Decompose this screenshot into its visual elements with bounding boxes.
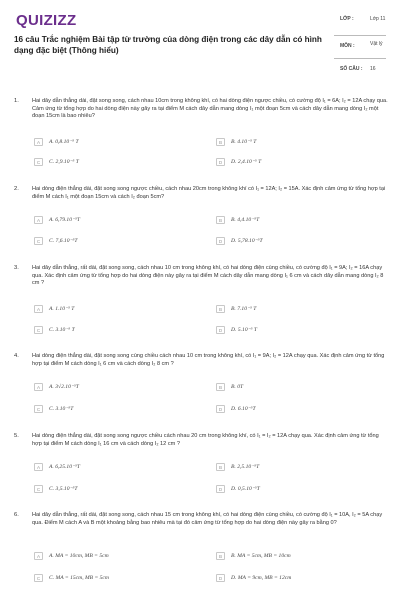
option-text: D. 5,78.10⁻⁵T [231,238,263,244]
question-number: 5. [14,433,19,439]
question-text: Hai dây dẫn thẳng, rất dài, đặt song song, cách nhau 10 cm trong không khí, có hai dòng điện cùng chiều, có cường độ I₁ = 9A; I₂ = 16A chạy qua. Xác định cảm ứng từ tổng hợp do hai dòng điện này gây ra tại điểm M cách dây dẫn mang dòng I₁ 6 cm và cách dây dẫn mang dòng I₂ 8 cm ? [32,265,384,287]
option-letter-box: A [34,305,43,313]
option-text: A. 6,79.10⁻⁵T [49,217,81,223]
option-text: B. 2,5.10⁻⁵T [231,464,260,470]
option-text: A. MA = 10cm, MB = 5cm [49,553,109,559]
option-text: C. 3.10⁻⁵T [49,406,74,412]
option-letter-box: D [216,485,225,493]
option-letter-box: D [216,326,225,334]
question-text: Hai dây dẫn thẳng, rất dài, đặt song song, cách nhau 15 cm trong không khí, có hai dòng điện cùng chiều, có cường độ I₁ = 10A, I₂ = 5A chạy qua. Điểm M cách A và B một khoảng bằng bao nhiêu mà tại đó cảm ứng từ tổng hợp do hai dòng điện này gây ra bằng 0? [32,512,383,526]
question-count-value: 16 [370,66,376,72]
option-a[interactable] [34,463,80,471]
option-a[interactable] [34,552,109,560]
option-letter-box: D [216,237,225,245]
option-a[interactable] [34,216,80,224]
option-letter-box: B [216,216,225,224]
option-a[interactable] [34,305,74,313]
question-text: Hai dây dẫn thẳng dài, đặt song song, cách nhau 10cm trong không khí, có hai dòng điện ngược chiều, có cường độ I₁ = 6A; I₂ = 12A chạy qua. Cảm ứng từ tổng hợp do hai dòng điện này gây ra tại điểm M cách dây dẫn mang dòng I₁ một đoạn 5cm và cách dây dẫn mang dòng I₂ một đoạn 15cm là bao nhiêu? [32,98,388,120]
option-d[interactable] [216,237,263,245]
subject-label: MÔN : [340,43,355,49]
question-number: 2. [14,186,19,192]
option-letter-box: B [216,552,225,560]
option-letter-box: C [34,237,43,245]
meta-divider [334,35,386,36]
class-label: LỚP : [340,16,354,22]
option-text: D. 2,4.10⁻⁵ T [231,159,262,165]
option-letter-box: B [216,463,225,471]
option-b[interactable] [216,216,259,224]
option-text: A. 0,8.10⁻⁵ T [49,139,79,145]
option-c[interactable] [34,158,79,166]
option-letter-box: C [34,485,43,493]
option-b[interactable] [216,383,243,391]
option-text: B. 0T [231,384,244,390]
option-letter-box: A [34,463,43,471]
subject-value: Vật lý [370,41,383,47]
meta-divider [334,58,386,59]
option-letter-box: D [216,574,225,582]
option-d[interactable] [216,158,261,166]
question-text: Hai dòng điện thẳng dài, đặt song song ngược chiều cách nhau 20 cm trong không khí, có I₁ = I₂ = 12A chạy qua. Xác định cảm ứng từ tổng hợp tại điểm M cách dòng I₁ 16 cm và cách dòng I₂ 12 cm ? [32,433,379,447]
question-number: 4. [14,353,19,359]
option-b[interactable] [216,138,256,146]
option-letter-box: C [34,574,43,582]
question-number: 3. [14,265,19,271]
document-header [0,0,400,82]
option-text: A. 3√2.10⁻⁵T [49,384,79,390]
quiz-title: 16 câu Trắc nghiệm Bài tập từ trường của dòng điện trong các dây dẫn có hình dạng đặc biệt (Thông hiểu) [14,35,322,55]
class-value: Lớp 11 [370,16,386,22]
option-d[interactable] [216,574,291,582]
option-letter-box: A [34,138,43,146]
option-b[interactable] [216,552,291,560]
option-b[interactable] [216,463,259,471]
option-text: B. 4.10⁻⁵ T [231,139,257,145]
option-d[interactable] [216,326,257,334]
option-c[interactable] [34,405,73,413]
question-number: 1. [14,98,19,104]
option-d[interactable] [216,405,256,413]
option-b[interactable] [216,305,256,313]
option-text: C. 3.10⁻⁵ T [49,327,75,333]
option-text: C. MA = 15cm, MB = 5cm [49,575,109,581]
option-text: B. 4,4.10⁻⁵T [231,217,260,223]
quizizz-logo: QUIZIZZ [16,12,77,29]
option-letter-box: B [216,305,225,313]
option-c[interactable] [34,237,78,245]
option-letter-box: A [34,216,43,224]
option-text: D. 0,5.10⁻⁵T [231,486,260,492]
option-text: B. 7.10⁻⁵ T [231,306,257,312]
option-text: D. MA = 9cm, MB = 12cm [231,575,292,581]
question-text: Hai dòng điện thẳng dài, đặt song song ngược chiều, cách nhau 20cm trong không khí có I₁ = 12A; I₂ = 15A. Xác định cảm ứng từ tổng hợp tại điểm M cách I₁ một đoạn 15cm và cách I₂ đoạn 5cm? [32,186,386,200]
option-letter-box: D [216,405,225,413]
option-text: B. MA = 5cm, MB = 10cm [231,553,291,559]
question-number: 6. [14,512,19,518]
option-text: C. 3,5.10⁻⁵T [49,486,78,492]
option-text: A. 6,25.10⁻⁵T [49,464,81,470]
question-count-label: SỐ CÂU : [340,66,363,72]
option-letter-box: C [34,405,43,413]
option-a[interactable] [34,138,79,146]
option-text: C. 7,6.10⁻⁵T [49,238,78,244]
option-text: A. 1.10⁻⁵ T [49,306,75,312]
option-letter-box: B [216,383,225,391]
option-letter-box: A [34,383,43,391]
option-letter-box: B [216,138,225,146]
option-d[interactable] [216,485,260,493]
option-c[interactable] [34,574,109,582]
option-letter-box: C [34,326,43,334]
option-a[interactable] [34,383,79,391]
option-text: C. 2,9.10⁻⁵ T [49,159,79,165]
option-text: D. 5.10⁻⁵ T [231,327,258,333]
option-c[interactable] [34,485,78,493]
option-letter-box: D [216,158,225,166]
option-text: D. 6.10⁻⁵T [231,406,256,412]
option-letter-box: A [34,552,43,560]
option-letter-box: C [34,158,43,166]
question-text: Hai dòng điện thẳng dài, đặt song song cùng chiều cách nhau 10 cm trong không khí, có I₁ = 9A; I₂ = 12A chạy qua. Xác định cảm ứng từ tổng hợp tại điểm M cách dòng I₁ 6 cm và cách dòng I₂ 8 cm ? [32,353,385,367]
option-c[interactable] [34,326,75,334]
